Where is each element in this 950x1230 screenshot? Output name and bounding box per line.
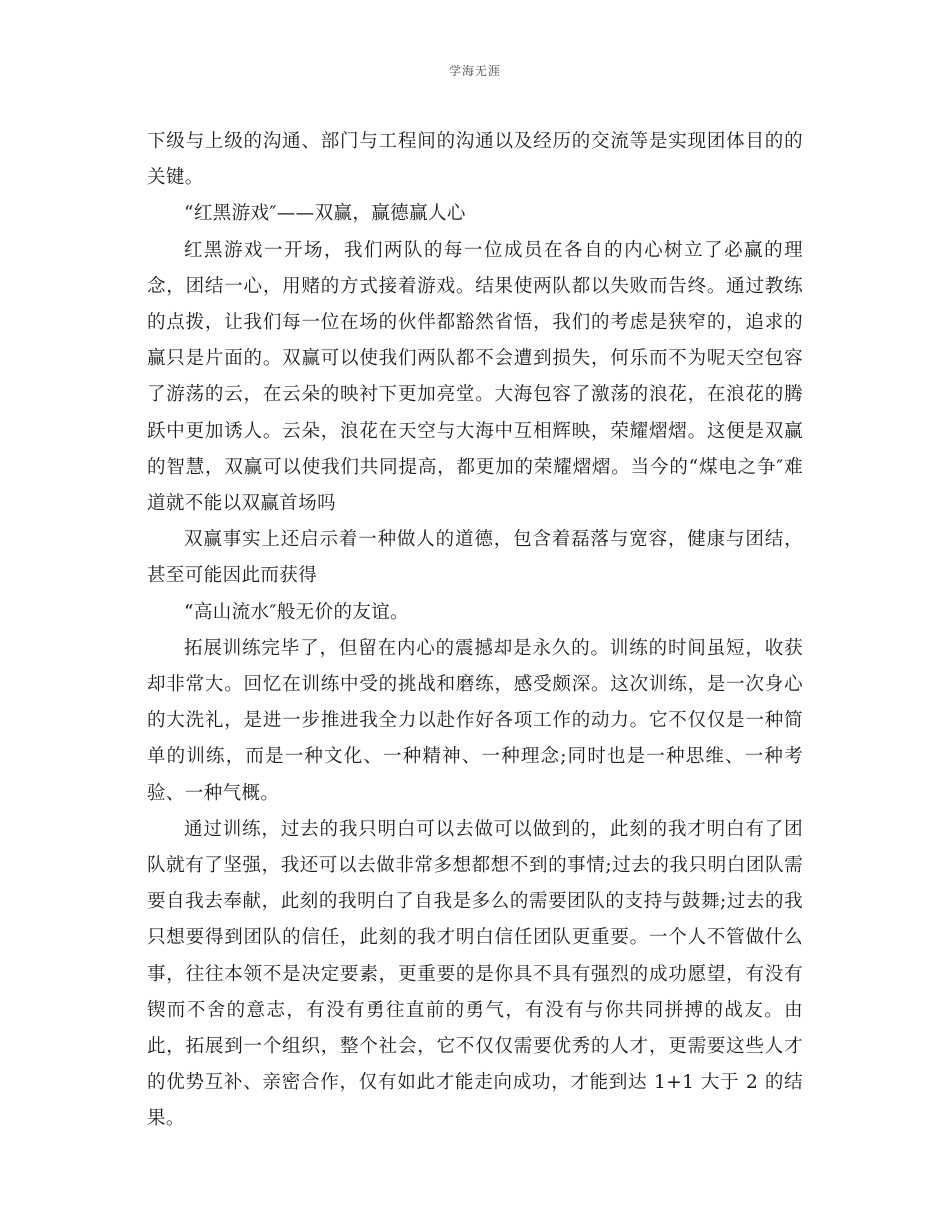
paragraph-1: 下级与上级的沟通、部门与工程间的沟通以及经历的交流等是实现团体目的的关键。	[147, 131, 803, 189]
paragraph-2-heading: “红黑游戏″——双赢，赢德赢人心	[184, 203, 466, 225]
paragraph-3: 红黑游戏一开场，我们两队的每一位成员在各自的内心树立了必赢的理念，团结一心，用赌的方式接着游戏。结果使两队都以失败而告终。通过教练的点拨，让我们每一位在场的伙伴都豁然省悟，我们的考虑是狭窄的，追求的赢只是片面的。双赢可以使我们两队都不会遭到损失，何乐而不为呢天空包容了游荡的云，在云朵的映衬下更加亮堂。大海包容了激荡的浪花，在浪花的腾跃中更加诱人。云朵，浪花在天空与大海中互相辉映，荣耀熠熠。这便是双赢的智慧，双赢可以使我们共同提高，都更加的荣耀熠熠。当今的“煤电之争″难道就不能以双赢首场吗	[147, 239, 803, 515]
page-header: 学海无涯	[448, 64, 501, 78]
paragraph-5: “高山流水″般无价的友谊。	[184, 601, 410, 623]
paragraph-7: 通过训练，过去的我只明白可以去做可以做到的，此刻的我才明白有了团队就有了坚强，我还可以去做非常多想都想不到的事情;过去的我只明白团队需要自我去奉献，此刻的我明白了自我是多么的需要团队的支持与鼓舞;过去的我只想要得到团队的信任，此刻的我才明白信任团队更重要。一个人不管做什么事，往往本领不是决定要素，更重要的是你具不具有强烈的成功愿望，有没有锲而不舍的意志，有没有勇往直前的勇气，有没有与你共同拼搏的战友。由此，拓展到一个组织，整个社会，它不仅仅需要优秀的人才，更需要这些人才的优势互补、亲密合作，仅有如此才能走向成功，才能到达 1+1 大于 2 的结果。	[147, 818, 803, 1130]
document-body	[147, 124, 803, 1138]
paragraph-6: 拓展训练完毕了，但留在内心的震撼却是永久的。训练的时间虽短，收获却非常大。回忆在训练中受的挑战和磨练，感受颇深。这次训练，是一次身心的大洗礼，是进一步推进我全力以赴作好各项工作的动力。它不仅仅是一种简单的训练，而是一种文化、一种精神、一种理念;同时也是一种思维、一种考验、一种气概。	[147, 637, 803, 804]
paragraph-4: 双赢事实上还启示着一种做人的道德，包含着磊落与宽容，健康与团结，甚至可能因此而获得	[147, 529, 803, 587]
